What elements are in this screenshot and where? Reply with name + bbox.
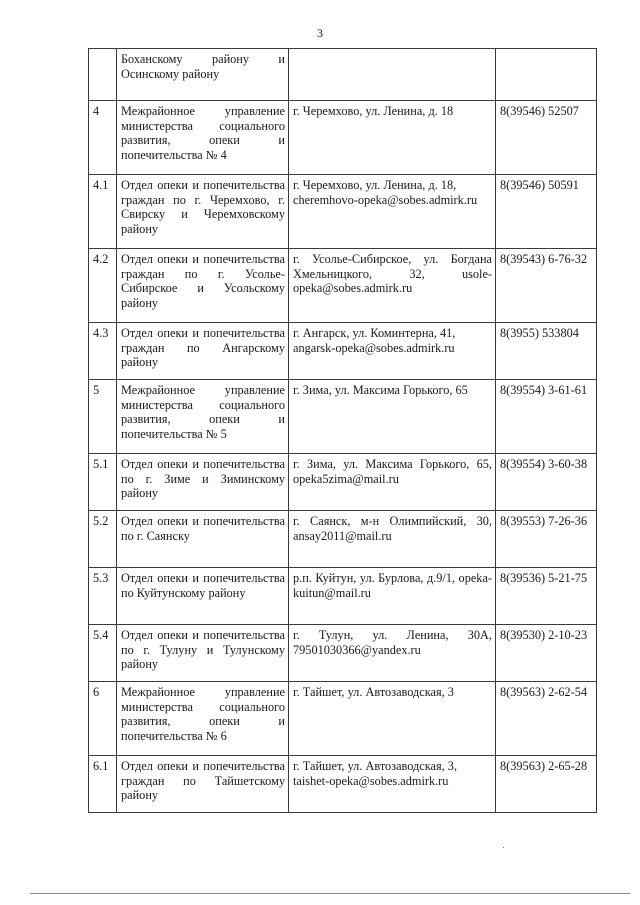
organization-name: Отдел опеки и попечительства граждан по г. Усолье-Сибирское и Усольскому району: [117, 249, 289, 323]
organization-phone: 8(39554) 3-60-38: [496, 454, 597, 511]
organization-name: Отдел опеки и попечительства по г. Зиме и Зиминскому району: [117, 454, 289, 511]
address-line: г. Зима, ул. Максима Горького, 65: [293, 383, 468, 397]
address-line: г. Черемхово, ул. Ленина, д. 18,: [293, 178, 457, 192]
organization-address: [289, 49, 496, 101]
organization-address: р.п. Куйтун, ул. Бурлова, д.9/1, opeka-kuitun@mail.ru: [289, 568, 496, 625]
row-number: 6.1: [89, 756, 117, 813]
row-number: 5.1: [89, 454, 117, 511]
organization-name: Отдел опеки и попечительства по Куйтунскому району: [117, 568, 289, 625]
organization-name: Отдел опеки и попечительства по г. Саянску: [117, 511, 289, 568]
organization-name: Отдел опеки и попечительства по г. Тулуну и Тулунскому району: [117, 625, 289, 682]
table-row: [89, 49, 597, 101]
table-row: [89, 249, 597, 323]
table-row: [89, 756, 597, 813]
row-number: 4.3: [89, 323, 117, 380]
organization-phone: 8(39536) 5-21-75: [496, 568, 597, 625]
organization-address: [289, 101, 496, 175]
row-number: 5.2: [89, 511, 117, 568]
organization-name: Отдел опеки и попечительства граждан по г. Черемхово, г. Свирску и Черемховскому району: [117, 175, 289, 249]
address-email: cheremhovo-opeka@sobes.admirk.ru: [293, 192, 478, 207]
organization-phone: 8(3955) 533804: [496, 323, 597, 380]
address-email: taishet-opeka@sobes.admirk.ru: [293, 773, 449, 788]
organization-name: Боханскому району и Осинскому району: [117, 49, 289, 101]
organization-address: [289, 682, 496, 756]
row-number: 6: [89, 682, 117, 756]
organization-name: Отдел опеки и попечительства граждан по Тайшетскому району: [117, 756, 289, 813]
row-number: 5.4: [89, 625, 117, 682]
row-number: 4: [89, 101, 117, 175]
table-row: [89, 568, 597, 625]
table-row: [89, 323, 597, 380]
organization-address: г. Зима, ул. Максима Горького, 65, opeka5zima@mail.ru: [289, 454, 496, 511]
table-row: [89, 511, 597, 568]
organization-address: г. Усолье-Сибирское, ул. Богдана Хмельницкого, 32, usole-opeka@sobes.admirk.ru: [289, 249, 496, 323]
row-number: 5.3: [89, 568, 117, 625]
organization-phone: 8(39553) 7-26-36: [496, 511, 597, 568]
organization-phone: 8(39546) 50591: [496, 175, 597, 249]
address-line: г. Ангарск, ул. Коминтерна, 41,: [293, 326, 456, 340]
organizations-table-body: [89, 49, 597, 813]
organization-phone: 8(39554) 3-61-61: [496, 380, 597, 454]
address-line: г. Черемхово, ул. Ленина, д. 18: [293, 104, 454, 118]
organization-phone: 8(39546) 52507: [496, 101, 597, 175]
table-row: [89, 380, 597, 454]
table-row: [89, 101, 597, 175]
organization-phone: 8(39530) 2-10-23: [496, 625, 597, 682]
organization-address: г. Тулун, ул. Ленина, 30А, 79501030366@yandex.ru: [289, 625, 496, 682]
organization-address: [289, 756, 496, 813]
organization-address: г. Саянск, м-н Олимпийский, 30, ansay2011@mail.ru: [289, 511, 496, 568]
organization-name: Межрайонное управление министерства социального развития, опеки и попечительства № 4: [117, 101, 289, 175]
address-line: г. Тайшет, ул. Автозаводская, 3: [293, 685, 454, 699]
page-bottom-edge: [30, 893, 630, 894]
organization-phone: [496, 49, 597, 101]
organization-name: Межрайонное управление министерства социального развития, опеки и попечительства № 5: [117, 380, 289, 454]
organizations-table: [88, 48, 597, 813]
organization-name: Отдел опеки и попечительства граждан по Ангарскому району: [117, 323, 289, 380]
page-number: 3: [317, 26, 323, 40]
scan-speck: [503, 847, 504, 848]
row-number: 4.2: [89, 249, 117, 323]
row-number: [89, 49, 117, 101]
organization-phone: 8(39543) 6-76-32: [496, 249, 597, 323]
organization-phone: 8(39563) 2-62-54: [496, 682, 597, 756]
row-number: 4.1: [89, 175, 117, 249]
address-email: angarsk-opeka@sobes.admirk.ru: [293, 340, 455, 355]
organization-name: Межрайонное управление министерства социального развития, опеки и попечительства № 6: [117, 682, 289, 756]
row-number: 5: [89, 380, 117, 454]
table-row: [89, 454, 597, 511]
organization-address: [289, 175, 496, 249]
table-row: [89, 625, 597, 682]
organization-address: [289, 380, 496, 454]
table-row: [89, 682, 597, 756]
table-row: [89, 175, 597, 249]
organization-address: [289, 323, 496, 380]
organization-phone: 8(39563) 2-65-28: [496, 756, 597, 813]
address-line: г. Тайшет, ул. Автозаводская, 3,: [293, 759, 458, 773]
